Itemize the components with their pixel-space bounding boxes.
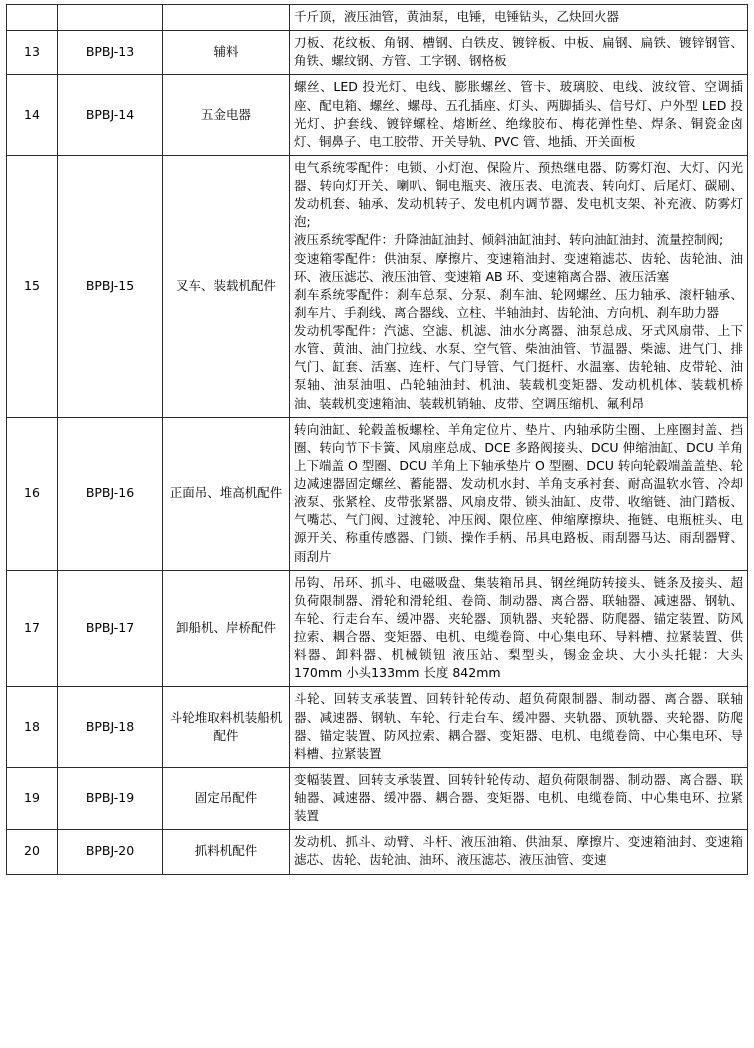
table-row: [7, 5, 748, 31]
table-row: [7, 155, 748, 417]
row-number: 20: [7, 830, 58, 874]
row-number: [7, 5, 58, 31]
row-code: BPBJ-16: [58, 417, 163, 570]
row-description: [290, 830, 748, 874]
row-code: BPBJ-19: [58, 767, 163, 829]
row-name: 辅料: [163, 31, 290, 75]
description-paragraph: 发动机、抓斗、动臂、斗杆、液压油箱、供油泵、摩擦片、变速箱油封、变速箱滤芯、齿轮、齿轮油、油环、液压滤芯、液压油管、变速: [294, 834, 743, 868]
description-paragraph: 千斤顶，液压油管，黄油泵，电锤，电锤钻头，乙炔回火器: [294, 9, 620, 24]
spec-table: [6, 4, 748, 875]
table-row: [7, 417, 748, 570]
table-row: [7, 830, 748, 874]
row-name: 正面吊、堆高机配件: [163, 417, 290, 570]
row-number: 17: [7, 570, 58, 687]
row-code: [58, 5, 163, 31]
row-number: 15: [7, 155, 58, 417]
row-description: [290, 155, 748, 417]
row-name: 斗轮堆取料机装船机配件: [163, 687, 290, 768]
description-paragraph: 斗轮、回转支承装置、回转针轮传动、超负荷限制器、制动器、离合器、联轴器、减速器、钢轨、车轮、行走台车、缓冲器、夹轨器、顶轨器、夹轮器、防爬器、锚定装置、防风拉索、耦合器、变矩器、电机、电缆卷筒、中心集电环、导料槽、拉紧装置: [294, 691, 743, 761]
table-row: [7, 767, 748, 829]
description-paragraph: 吊钩、吊环、抓斗、电磁吸盘、集装箱吊具、钢丝绳防转接头、链条及接头、超负荷限制器、滑轮和滑轮组、卷筒、制动器、离合器、联轴器、减速器、钢轨、车轮、行走台车、缓冲器、夹轮器、顶轨器、夹轮器、防爬器、锚定装置、防风拉索、耦合器、变矩器、电机、电缆卷筒、中心集电环、导料槽、拉紧装置、供料器、卸料器、机械锁钮 液压站、梨型头，锡金金块、大小头托辊：大头170mm 小头133mm 长度 842mm: [294, 574, 743, 681]
row-description: [290, 31, 748, 75]
description-paragraph: 液压系统零配件：升降油缸油封、倾斜油缸油封、转向油缸油封、流量控制阀;: [294, 232, 724, 248]
row-code: BPBJ-14: [58, 75, 163, 156]
row-description: [290, 5, 748, 31]
row-number: 16: [7, 417, 58, 570]
row-description: [290, 417, 748, 570]
row-description: [290, 767, 748, 829]
row-name: 抓料机配件: [163, 830, 290, 874]
row-code: BPBJ-13: [58, 31, 163, 75]
description-paragraph: 刹车系统零配件：刹车总泵、分泵、刹车油、轮网螺丝、压力轴承、滚杆轴承、刹车片、手刹线、离合器线、立柱、半轴油封、齿轮油、方向机、刹车助力器: [294, 286, 743, 320]
description-paragraph: 变速箱零配件：供油泵、摩擦片、变速箱油封、变速箱滤芯、齿轮、齿轮油、油环、液压滤芯、液压油管、变速箱 AB 环、变速箱离合器、液压活塞: [294, 250, 743, 284]
description-paragraph: 发动机零配件：汽滤、空滤、机滤、油水分离器、油泵总成、牙式风扇带、上下水管、黄油、油门拉线、水泵、空气管、柴油油管、节温器、柴滤、进气门、排气门、缸套、活塞、连杆、气门导管、气门挺杆、水温塞、齿轮轴、皮带轮、油泵轴、油泵油咀、凸轮轴油封、机油、装载机变矩器、发动机机体、装载机桥油、装载机变速箱油、装载机销轴、皮带、空调压缩机、氟利昂: [294, 323, 743, 411]
spec-table-body: [7, 5, 748, 875]
description-paragraph: 电气系统零配件：电锁、小灯泡、保险片、预热继电器、防雾灯泡、大灯、闪光器、转向灯开关、喇叭、铜电瓶夹、液压表、电流表、转向灯、后尾灯、碳刷、发动机套、轴承、发动机转子、发电机内调节器、发电机支架、补充液、防雾灯泡;: [294, 159, 743, 230]
row-name: 卸船机、岸桥配件: [163, 570, 290, 687]
table-row: [7, 570, 748, 687]
row-description: [290, 687, 748, 768]
row-name: [163, 5, 290, 31]
row-number: 18: [7, 687, 58, 768]
row-number: 13: [7, 31, 58, 75]
description-paragraph: 变幅装置、回转支承装置、回转针轮传动、超负荷限制器、制动器、离合器、联轴器、减速器、缓冲器、耦合器、变矩器、电机、电缆卷筒、中心集电环、拉紧装置: [294, 771, 743, 824]
row-name: 叉车、装载机配件: [163, 155, 290, 417]
row-code: BPBJ-15: [58, 155, 163, 417]
description-paragraph: 转向油缸、轮毂盖板螺栓、羊角定位片、垫片、内轴承防尘圈、上座圈封盖、挡圈、转向节下卡簧、风扇座总成、DCE 多路阀接头、DCU 伸缩油缸、DCU 羊角上下端盖 O 型圈、DCU 羊角上下轴承垫片 O 型圈、DCU 转向轮毂端盖盖垫、轮边减速器固定螺丝、蓄能器、发动机水封、羊角支承衬套、耐高温软水管、冷却液泵、张紧栓、皮带张紧器、风扇皮带、锁头油缸、皮带、收缩链、油门踏板、气嘴芯、气门阀、过渡轮、冲压阀、限位座、伸缩摩擦块、拖链、电瓶桩头、电源开关、称重传感器、门锁、操作手柄、吊具电路板、雨刮器马达、雨刮器臂、雨刮片: [294, 421, 743, 564]
row-description: [290, 75, 748, 156]
row-number: 14: [7, 75, 58, 156]
row-name: 固定吊配件: [163, 767, 290, 829]
table-row: [7, 687, 748, 768]
row-code: BPBJ-20: [58, 830, 163, 874]
row-description: [290, 570, 748, 687]
row-code: BPBJ-18: [58, 687, 163, 768]
table-row: [7, 31, 748, 75]
row-name: 五金电器: [163, 75, 290, 156]
description-paragraph: 螺丝、LED 投光灯、电线、膨胀螺丝、管卡、玻璃胶、电线、波纹管、空调插座、配电箱、螺丝、螺母、五孔插座、灯头、两脚插头、信号灯、户外型 LED 投光灯、护套线、镀锌螺栓、熔断丝、绝缘胶布、梅花弹性垫、焊条、铜瓷金卤灯、铜鼻子、电工胶带、开关导轨、PVC 管、地插、开关面板: [294, 79, 743, 149]
row-number: 19: [7, 767, 58, 829]
table-row: [7, 75, 748, 156]
description-paragraph: 刀板、花纹板、角钢、槽钢、白铁皮、镀锌板、中板、扁钢、扁铁、镀锌钢管、角铁、螺纹钢、方管、工字钢、钢格板: [294, 35, 743, 69]
row-code: BPBJ-17: [58, 570, 163, 687]
